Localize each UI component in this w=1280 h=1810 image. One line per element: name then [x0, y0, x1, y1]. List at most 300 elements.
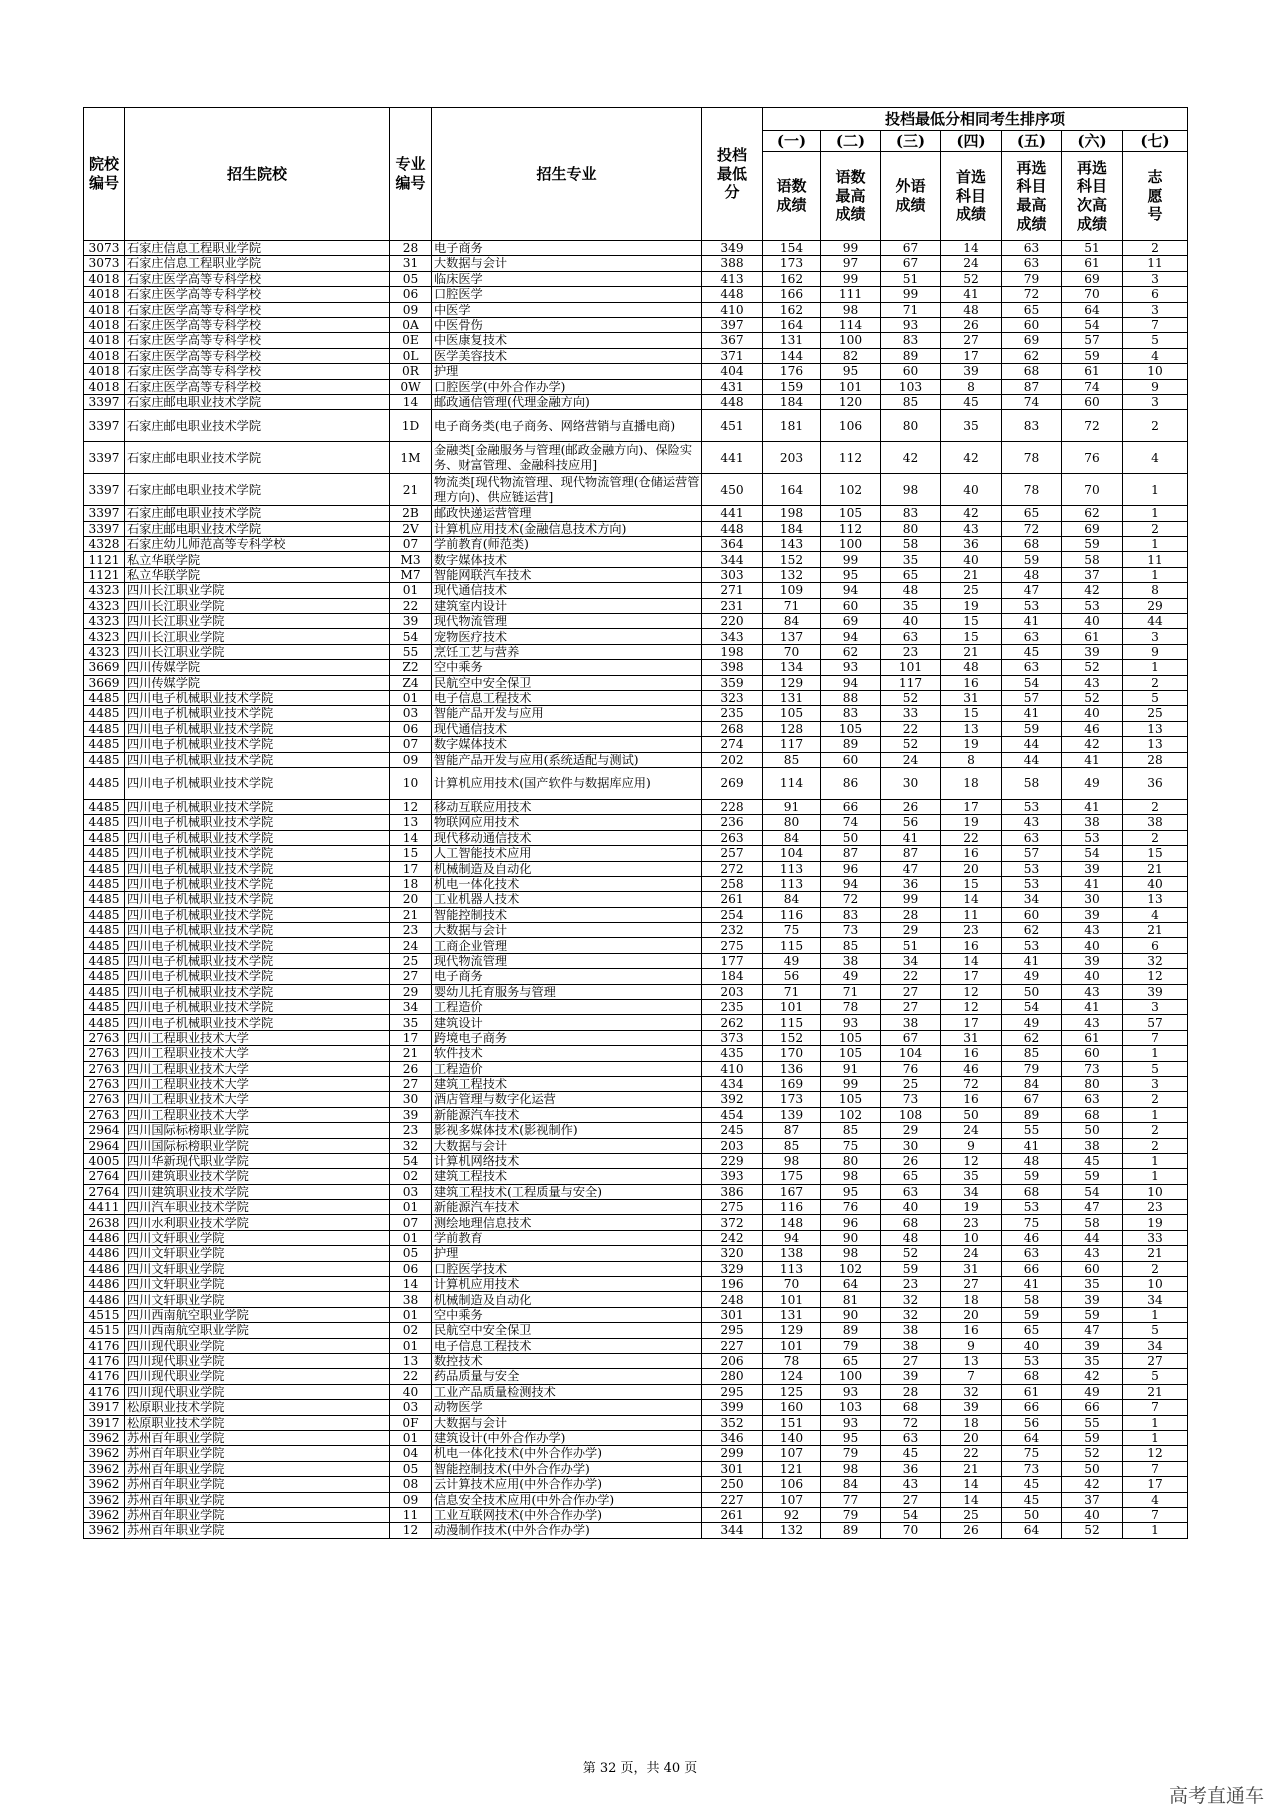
- sort-1-cell: 91: [763, 799, 821, 814]
- sort-2-cell: 95: [821, 1184, 881, 1199]
- major-code-cell: 54: [390, 1153, 432, 1168]
- sort-6-cell: 43: [1062, 923, 1123, 938]
- sort-6-cell: 54: [1062, 846, 1123, 861]
- sort-1-cell: 166: [763, 287, 821, 302]
- school-name-cell: 四川电子机械职业技术学院: [125, 969, 390, 984]
- sort-4-cell: 35: [941, 410, 1002, 442]
- sort-2-cell: 94: [821, 675, 881, 690]
- major-code-cell: 29: [390, 984, 432, 999]
- min-score-cell: 177: [702, 953, 763, 968]
- sort-2-cell: 64: [821, 1277, 881, 1292]
- min-score-cell: 393: [702, 1169, 763, 1184]
- school-name-cell: 四川工程职业技术大学: [125, 1107, 390, 1122]
- sort-5-cell: 58: [1002, 767, 1062, 799]
- sort-4-cell: 39: [941, 364, 1002, 379]
- sort-6-cell: 68: [1062, 1107, 1123, 1122]
- table-row: [84, 1138, 1188, 1153]
- major-name-cell: 工业产品质量检测技术: [432, 1384, 702, 1399]
- school-code-cell: 4176: [84, 1384, 125, 1399]
- sort-6-cell: 54: [1062, 1184, 1123, 1199]
- major-name-cell: 机械制造及自动化: [432, 1292, 702, 1307]
- table-row: [84, 287, 1188, 302]
- sort-1-cell: 101: [763, 1338, 821, 1353]
- major-name-cell: 工业机器人技术: [432, 892, 702, 907]
- sort-4-cell: 34: [941, 1184, 1002, 1199]
- school-name-cell: 四川现代职业学院: [125, 1338, 390, 1353]
- school-code-cell: 3669: [84, 675, 125, 690]
- sort-1-cell: 98: [763, 1153, 821, 1168]
- sort-6-cell: 39: [1062, 644, 1123, 659]
- sort-6-cell: 44: [1062, 1230, 1123, 1245]
- sort-6-cell: 42: [1062, 1477, 1123, 1492]
- sort-3-cell: 27: [881, 1492, 941, 1507]
- sort-6-cell: 50: [1062, 1123, 1123, 1138]
- min-score-cell: 431: [702, 379, 763, 394]
- sort-4-cell: 14: [941, 1477, 1002, 1492]
- major-code-cell: Z4: [390, 675, 432, 690]
- sort-1-cell: 152: [763, 1030, 821, 1045]
- sort-5-cell: 83: [1002, 410, 1062, 442]
- sort-7-cell: 25: [1123, 706, 1188, 721]
- major-code-cell: 14: [390, 1277, 432, 1292]
- major-code-cell: 05: [390, 271, 432, 286]
- sort-2-cell: 112: [821, 442, 881, 474]
- major-code-cell: 40: [390, 1384, 432, 1399]
- school-code-cell: 3962: [84, 1523, 125, 1538]
- school-code-cell: 4018: [84, 333, 125, 348]
- sort-7-cell: 1: [1123, 567, 1188, 582]
- sort-6-cell: 61: [1062, 629, 1123, 644]
- min-score-cell: 413: [702, 271, 763, 286]
- sort-6-cell: 30: [1062, 892, 1123, 907]
- sort-5-cell: 53: [1002, 876, 1062, 891]
- sort-4-cell: 46: [941, 1061, 1002, 1076]
- min-score-cell: 275: [702, 938, 763, 953]
- min-score-cell: 373: [702, 1030, 763, 1045]
- sort-3-cell: 25: [881, 1076, 941, 1091]
- sort-6-cell: 41: [1062, 1000, 1123, 1015]
- sort-3-cell: 58: [881, 537, 941, 552]
- sort-4-cell: 8: [941, 752, 1002, 767]
- major-name-cell: 宠物医疗技术: [432, 629, 702, 644]
- sort-2-cell: 89: [821, 737, 881, 752]
- table-row: [84, 410, 1188, 442]
- school-name-cell: 松原职业技术学院: [125, 1400, 390, 1415]
- school-code-cell: 4411: [84, 1200, 125, 1215]
- major-code-cell: 23: [390, 923, 432, 938]
- sort-4-cell: 72: [941, 1076, 1002, 1091]
- school-name-cell: 四川文轩职业学院: [125, 1292, 390, 1307]
- sort-2-cell: 112: [821, 521, 881, 536]
- sort-2-cell: 69: [821, 614, 881, 629]
- table-row: [84, 861, 1188, 876]
- sort-2-cell: 96: [821, 1215, 881, 1230]
- sort-7-cell: 9: [1123, 379, 1188, 394]
- header-sort-item: 语数最高成绩: [821, 152, 881, 241]
- sort-4-cell: 31: [941, 1030, 1002, 1045]
- sort-2-cell: 93: [821, 1015, 881, 1030]
- sort-1-cell: 80: [763, 815, 821, 830]
- major-code-cell: 14: [390, 394, 432, 409]
- min-score-cell: 232: [702, 923, 763, 938]
- sort-1-cell: 94: [763, 1230, 821, 1245]
- sort-7-cell: 12: [1123, 1446, 1188, 1461]
- sort-4-cell: 50: [941, 1107, 1002, 1122]
- sort-5-cell: 41: [1002, 614, 1062, 629]
- major-name-cell: 智能控制技术(中外合作办学): [432, 1461, 702, 1476]
- min-score-cell: 271: [702, 583, 763, 598]
- sort-2-cell: 94: [821, 876, 881, 891]
- min-score-cell: 344: [702, 1523, 763, 1538]
- min-score-cell: 303: [702, 567, 763, 582]
- sort-4-cell: 17: [941, 1015, 1002, 1030]
- min-score-cell: 254: [702, 907, 763, 922]
- sort-5-cell: 72: [1002, 521, 1062, 536]
- sort-7-cell: 2: [1123, 675, 1188, 690]
- sort-4-cell: 21: [941, 567, 1002, 582]
- school-name-cell: 石家庄邮电职业技术学院: [125, 410, 390, 442]
- min-score-cell: 198: [702, 644, 763, 659]
- table-row: [84, 830, 1188, 845]
- header-sort-num: (五): [1002, 131, 1062, 152]
- major-code-cell: 26: [390, 1061, 432, 1076]
- sort-2-cell: 75: [821, 1138, 881, 1153]
- sort-2-cell: 90: [821, 1230, 881, 1245]
- major-code-cell: 0W: [390, 379, 432, 394]
- sort-4-cell: 9: [941, 1138, 1002, 1153]
- sort-6-cell: 42: [1062, 1369, 1123, 1384]
- sort-3-cell: 93: [881, 317, 941, 332]
- sort-3-cell: 80: [881, 410, 941, 442]
- sort-5-cell: 60: [1002, 317, 1062, 332]
- table-row: [84, 629, 1188, 644]
- school-code-cell: 3397: [84, 474, 125, 506]
- table-row: [84, 302, 1188, 317]
- sort-1-cell: 70: [763, 644, 821, 659]
- major-name-cell: 智能控制技术: [432, 907, 702, 922]
- min-score-cell: 203: [702, 984, 763, 999]
- sort-3-cell: 65: [881, 567, 941, 582]
- major-name-cell: 数字媒体技术: [432, 737, 702, 752]
- school-name-cell: 四川工程职业技术大学: [125, 1076, 390, 1091]
- school-code-cell: 4485: [84, 892, 125, 907]
- sort-1-cell: 129: [763, 1323, 821, 1338]
- sort-7-cell: 1: [1123, 1107, 1188, 1122]
- major-name-cell: 电子商务: [432, 969, 702, 984]
- school-code-cell: 3397: [84, 506, 125, 521]
- table-row: [84, 241, 1188, 256]
- min-score-cell: 398: [702, 660, 763, 675]
- major-name-cell: 智能网联汽车技术: [432, 567, 702, 582]
- sort-7-cell: 5: [1123, 1369, 1188, 1384]
- school-code-cell: 4328: [84, 537, 125, 552]
- school-code-cell: 4323: [84, 614, 125, 629]
- sort-6-cell: 47: [1062, 1323, 1123, 1338]
- sort-6-cell: 39: [1062, 861, 1123, 876]
- sort-6-cell: 62: [1062, 506, 1123, 521]
- major-name-cell: 建筑工程技术(工程质量与安全): [432, 1184, 702, 1199]
- sort-7-cell: 39: [1123, 984, 1188, 999]
- sort-1-cell: 131: [763, 333, 821, 348]
- sort-3-cell: 33: [881, 706, 941, 721]
- table-row: [84, 1400, 1188, 1415]
- table-row: [84, 1523, 1188, 1538]
- major-name-cell: 中医学: [432, 302, 702, 317]
- min-score-cell: 261: [702, 892, 763, 907]
- sort-3-cell: 67: [881, 241, 941, 256]
- sort-3-cell: 27: [881, 1354, 941, 1369]
- table-row: [84, 737, 1188, 752]
- sort-5-cell: 62: [1002, 348, 1062, 363]
- sort-4-cell: 19: [941, 815, 1002, 830]
- sort-1-cell: 173: [763, 1092, 821, 1107]
- school-code-cell: 4018: [84, 302, 125, 317]
- min-score-cell: 410: [702, 302, 763, 317]
- min-score-cell: 388: [702, 256, 763, 271]
- sort-2-cell: 85: [821, 1123, 881, 1138]
- sort-1-cell: 104: [763, 846, 821, 861]
- sort-5-cell: 40: [1002, 1338, 1062, 1353]
- major-name-cell: 建筑设计(中外合作办学): [432, 1430, 702, 1445]
- sort-4-cell: 21: [941, 1461, 1002, 1476]
- min-score-cell: 346: [702, 1430, 763, 1445]
- sort-2-cell: 49: [821, 969, 881, 984]
- major-code-cell: 32: [390, 1138, 432, 1153]
- sort-5-cell: 53: [1002, 938, 1062, 953]
- school-code-cell: 4486: [84, 1277, 125, 1292]
- major-code-cell: 01: [390, 690, 432, 705]
- sort-7-cell: 6: [1123, 287, 1188, 302]
- major-code-cell: 20: [390, 892, 432, 907]
- table-row: [84, 1430, 1188, 1445]
- sort-2-cell: 79: [821, 1446, 881, 1461]
- header-sort-item: 再选科目最高成绩: [1002, 152, 1062, 241]
- sort-5-cell: 68: [1002, 537, 1062, 552]
- major-code-cell: M3: [390, 552, 432, 567]
- table-row: [84, 256, 1188, 271]
- sort-4-cell: 24: [941, 256, 1002, 271]
- table-row: [84, 752, 1188, 767]
- sort-7-cell: 57: [1123, 1015, 1188, 1030]
- sort-6-cell: 38: [1062, 815, 1123, 830]
- sort-4-cell: 15: [941, 706, 1002, 721]
- school-name-cell: 四川现代职业学院: [125, 1384, 390, 1399]
- min-score-cell: 236: [702, 815, 763, 830]
- header-sort-item: 再选科目次高成绩: [1062, 152, 1123, 241]
- table-row: [84, 474, 1188, 506]
- major-name-cell: 影视多媒体技术(影视制作): [432, 1123, 702, 1138]
- sort-2-cell: 102: [821, 1261, 881, 1276]
- sort-2-cell: 105: [821, 1092, 881, 1107]
- major-name-cell: 护理: [432, 364, 702, 379]
- major-code-cell: 02: [390, 1323, 432, 1338]
- sort-6-cell: 43: [1062, 1015, 1123, 1030]
- sort-7-cell: 11: [1123, 552, 1188, 567]
- sort-1-cell: 143: [763, 537, 821, 552]
- min-score-cell: 235: [702, 706, 763, 721]
- sort-7-cell: 4: [1123, 1492, 1188, 1507]
- sort-6-cell: 47: [1062, 1200, 1123, 1215]
- min-score-cell: 275: [702, 1200, 763, 1215]
- school-code-cell: 4323: [84, 598, 125, 613]
- major-name-cell: 计算机应用技术(金融信息技术方向): [432, 521, 702, 536]
- major-code-cell: 25: [390, 953, 432, 968]
- sort-3-cell: 27: [881, 984, 941, 999]
- major-name-cell: 智能产品开发与应用: [432, 706, 702, 721]
- sort-4-cell: 31: [941, 690, 1002, 705]
- school-name-cell: 石家庄邮电职业技术学院: [125, 394, 390, 409]
- table-row: [84, 1384, 1188, 1399]
- sort-7-cell: 21: [1123, 1384, 1188, 1399]
- school-code-cell: 4485: [84, 984, 125, 999]
- sort-5-cell: 63: [1002, 660, 1062, 675]
- sort-6-cell: 59: [1062, 1307, 1123, 1322]
- sort-4-cell: 14: [941, 892, 1002, 907]
- sort-6-cell: 39: [1062, 907, 1123, 922]
- major-code-cell: 39: [390, 1107, 432, 1122]
- sort-7-cell: 17: [1123, 1477, 1188, 1492]
- major-code-cell: 09: [390, 302, 432, 317]
- major-name-cell: 现代物流管理: [432, 953, 702, 968]
- school-name-cell: 石家庄邮电职业技术学院: [125, 474, 390, 506]
- major-name-cell: 数字媒体技术: [432, 552, 702, 567]
- sort-3-cell: 83: [881, 506, 941, 521]
- sort-1-cell: 162: [763, 302, 821, 317]
- sort-1-cell: 148: [763, 1215, 821, 1230]
- min-score-cell: 235: [702, 1000, 763, 1015]
- min-score-cell: 352: [702, 1415, 763, 1430]
- sort-1-cell: 124: [763, 1369, 821, 1384]
- sort-3-cell: 28: [881, 1384, 941, 1399]
- major-code-cell: 2B: [390, 506, 432, 521]
- sort-6-cell: 42: [1062, 737, 1123, 752]
- sort-3-cell: 48: [881, 583, 941, 598]
- sort-2-cell: 74: [821, 815, 881, 830]
- sort-1-cell: 107: [763, 1492, 821, 1507]
- sort-3-cell: 72: [881, 1415, 941, 1430]
- sort-7-cell: 1: [1123, 1169, 1188, 1184]
- major-code-cell: 01: [390, 1200, 432, 1215]
- sort-5-cell: 79: [1002, 271, 1062, 286]
- sort-5-cell: 61: [1002, 1384, 1062, 1399]
- sort-7-cell: 7: [1123, 1400, 1188, 1415]
- sort-5-cell: 46: [1002, 1230, 1062, 1245]
- sort-3-cell: 22: [881, 721, 941, 736]
- school-code-cell: 4018: [84, 348, 125, 363]
- sort-7-cell: 2: [1123, 410, 1188, 442]
- major-code-cell: 23: [390, 1123, 432, 1138]
- school-code-cell: 2763: [84, 1092, 125, 1107]
- sort-2-cell: 98: [821, 302, 881, 317]
- sort-3-cell: 41: [881, 830, 941, 845]
- sort-2-cell: 106: [821, 410, 881, 442]
- school-name-cell: 石家庄医学高等专科学校: [125, 333, 390, 348]
- sort-2-cell: 100: [821, 333, 881, 348]
- table-row: [84, 815, 1188, 830]
- header-sort-group: 投档最低分相同考生排序项: [763, 108, 1188, 131]
- major-code-cell: 01: [390, 1338, 432, 1353]
- sort-6-cell: 52: [1062, 660, 1123, 675]
- min-score-cell: 410: [702, 1061, 763, 1076]
- sort-3-cell: 36: [881, 1461, 941, 1476]
- school-name-cell: 四川文轩职业学院: [125, 1261, 390, 1276]
- sort-7-cell: 6: [1123, 938, 1188, 953]
- sort-2-cell: 80: [821, 1153, 881, 1168]
- major-name-cell: 建筑设计: [432, 1015, 702, 1030]
- school-code-cell: 3669: [84, 660, 125, 675]
- sort-1-cell: 137: [763, 629, 821, 644]
- sort-5-cell: 47: [1002, 583, 1062, 598]
- sort-2-cell: 88: [821, 690, 881, 705]
- sort-6-cell: 52: [1062, 1523, 1123, 1538]
- sort-7-cell: 2: [1123, 830, 1188, 845]
- sort-5-cell: 34: [1002, 892, 1062, 907]
- major-name-cell: 数控技术: [432, 1354, 702, 1369]
- min-score-cell: 280: [702, 1369, 763, 1384]
- major-name-cell: 大数据与会计: [432, 1138, 702, 1153]
- sort-5-cell: 41: [1002, 1138, 1062, 1153]
- sort-6-cell: 66: [1062, 1400, 1123, 1415]
- sort-4-cell: 43: [941, 521, 1002, 536]
- sort-4-cell: 9: [941, 1338, 1002, 1353]
- sort-4-cell: 20: [941, 1430, 1002, 1445]
- school-code-cell: 3962: [84, 1446, 125, 1461]
- sort-3-cell: 23: [881, 1277, 941, 1292]
- school-name-cell: 石家庄邮电职业技术学院: [125, 521, 390, 536]
- sort-7-cell: 1: [1123, 474, 1188, 506]
- sort-1-cell: 84: [763, 892, 821, 907]
- sort-4-cell: 40: [941, 474, 1002, 506]
- min-score-cell: 441: [702, 442, 763, 474]
- min-score-cell: 448: [702, 287, 763, 302]
- sort-7-cell: 34: [1123, 1338, 1188, 1353]
- table-row: [84, 1230, 1188, 1245]
- school-code-cell: 4486: [84, 1246, 125, 1261]
- school-name-cell: 石家庄邮电职业技术学院: [125, 442, 390, 474]
- table-row: [84, 644, 1188, 659]
- sort-4-cell: 14: [941, 953, 1002, 968]
- sort-6-cell: 64: [1062, 302, 1123, 317]
- sort-7-cell: 5: [1123, 1323, 1188, 1338]
- sort-2-cell: 83: [821, 706, 881, 721]
- sort-5-cell: 53: [1002, 799, 1062, 814]
- sort-5-cell: 50: [1002, 1507, 1062, 1522]
- school-name-cell: 苏州百年职业学院: [125, 1446, 390, 1461]
- sort-5-cell: 65: [1002, 302, 1062, 317]
- min-score-cell: 229: [702, 1153, 763, 1168]
- sort-7-cell: 1: [1123, 537, 1188, 552]
- school-code-cell: 3962: [84, 1507, 125, 1522]
- table-row: [84, 317, 1188, 332]
- school-name-cell: 四川传媒学院: [125, 675, 390, 690]
- min-score-cell: 399: [702, 1400, 763, 1415]
- sort-1-cell: 115: [763, 938, 821, 953]
- sort-3-cell: 35: [881, 552, 941, 567]
- sort-6-cell: 43: [1062, 1246, 1123, 1261]
- table-row: [84, 537, 1188, 552]
- sort-5-cell: 63: [1002, 1246, 1062, 1261]
- sort-1-cell: 116: [763, 1200, 821, 1215]
- sort-3-cell: 22: [881, 969, 941, 984]
- min-score-cell: 242: [702, 1230, 763, 1245]
- sort-2-cell: 82: [821, 348, 881, 363]
- sort-3-cell: 23: [881, 644, 941, 659]
- table-row: [84, 1338, 1188, 1353]
- sort-3-cell: 29: [881, 1123, 941, 1138]
- min-score-cell: 329: [702, 1261, 763, 1276]
- sort-4-cell: 15: [941, 629, 1002, 644]
- table-row: [84, 846, 1188, 861]
